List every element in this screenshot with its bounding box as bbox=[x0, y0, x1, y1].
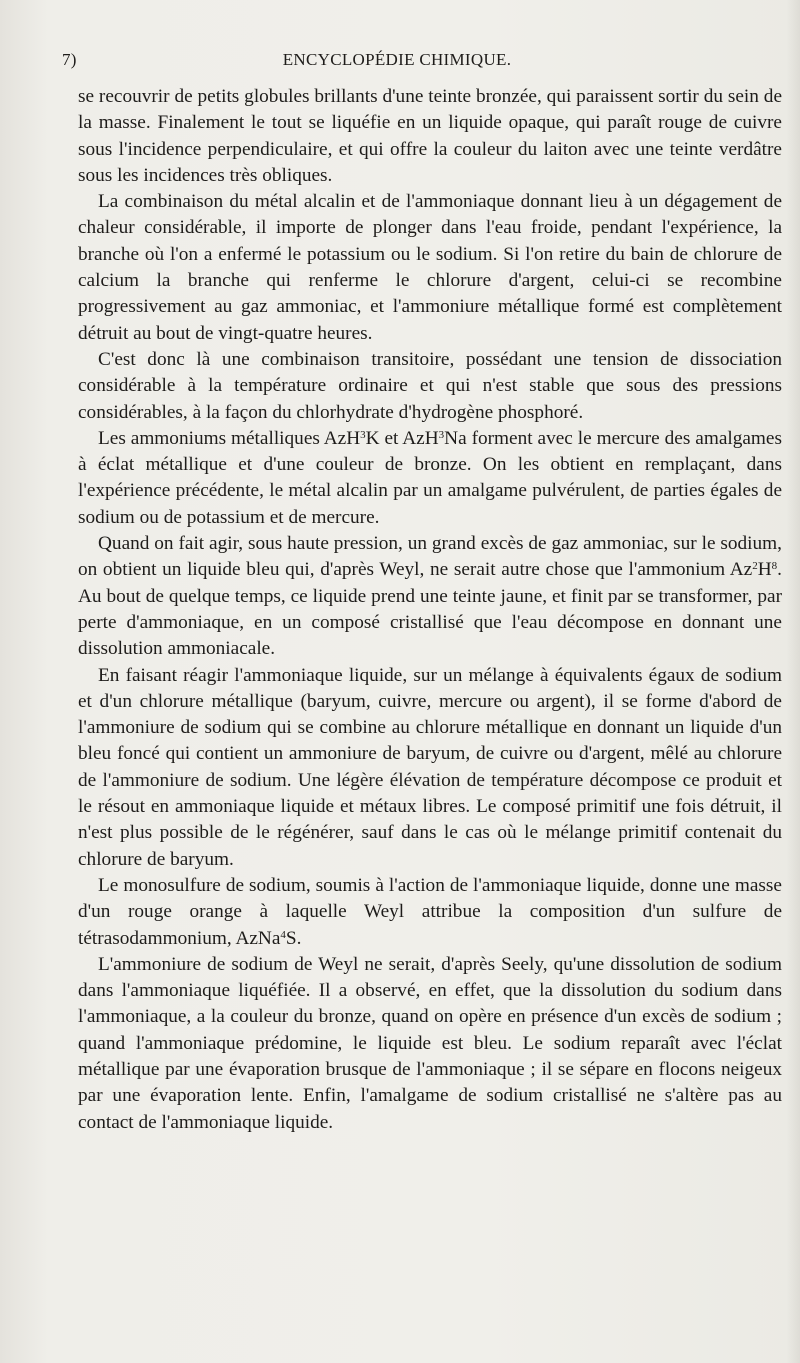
paragraph-liquid-ammonia-reaction: En faisant réagir l'ammoniaque liquide, sur un mélange à équivalents égaux de sodium et d'un chlorure métallique (baryum, cuivre, mercure ou argent), il se forme d'abord de l'ammoniure de sodium qui se combine au chlorure métallique en donnant un liquide d'un bleu foncé qui contient un ammoniure de baryum, de cuivre ou d'argent, mêlé au chlorure de l'ammoniure de sodium. Une légère élévation de température décompose ce produit et le résout en ammoniaque liquide et métaux libres. Le composé primitif une fois détruit, il n'est plus possible de le régénérer, sauf dans le cas où le mélange primitif contenait du chlorure de baryum. bbox=[78, 664, 782, 870]
text-run: K et AzH bbox=[365, 427, 439, 449]
paragraph-metallic-ammoniums bbox=[78, 426, 782, 531]
running-title: ENCYCLOPÉDIE CHIMIQUE. bbox=[282, 50, 512, 69]
page-number: 7) bbox=[62, 50, 77, 69]
text-run: Quand on fait agir, sous haute pression, un grand excès de gaz ammoniac, sur le sodium, on obtient un liquide bleu qui, d'après Weyl, ne serait autre chose que l'ammonium Az bbox=[78, 533, 782, 581]
paragraph-seely-observation: L'ammoniure de sodium de Weyl ne serait, d'après Seely, qu'une dissolution de sodium dans l'ammoniaque liquéfiée. Il a observé, en effet, que la dissolution du sodium dans l'ammoniaque, a la couleur du bronze, quand on opère en présence d'un excès de sodium ; quand l'ammoniaque prédomine, le liquide est bleu. Le sodium reparaît avec l'éclat métallique par une évaporation brusque de l'ammoniaque ; il se sépare en flocons neigeux par une évaporation lente. Enfin, l'amalgame de sodium cristallisé ne s'altère pas au contact de l'ammoniaque liquide. bbox=[78, 953, 782, 1133]
text-run: Les ammoniums métalliques AzH bbox=[98, 427, 361, 449]
text-run: S. bbox=[285, 927, 302, 949]
text-run: Le monosulfure de sodium, soumis à l'action de l'ammoniaque liquide, donne une masse d'un rouge orange à laquelle Weyl attribue la composition d'un sulfure de tétrasodammonium, AzNa bbox=[78, 874, 782, 949]
text-run: H bbox=[757, 559, 772, 581]
formula-subscript: 4 bbox=[280, 928, 286, 941]
paragraph-heat-release: La combinaison du métal alcalin et de l'ammoniaque donnant lieu à un dégagement de chaleur considérable, il importe de plonger dans l'eau froide, pendant l'expérience, la branche où l'on a enfermé le potassium ou le sodium. Si l'on retire du bain de chlorure de calcium la branche qui renferme le chlorure d'argent, celui-ci se recombine progressivement au gaz ammoniac, et l'ammoniure métallique formé est complètement détruit au bout de vingt-quatre heures. bbox=[78, 191, 782, 344]
text-run: Na forment avec le mercure des amalgames à éclat métallique et d'une couleur de bronze. On les obtient en remplaçant, dans l'expérience précédente, le métal alcalin par un amalgame pulvérulent, de parties égales de sodium ou de potassium et de mercure. bbox=[78, 427, 782, 528]
paragraph-transitory-combination: C'est donc là une combinaison transitoire, possédant une tension de dissociation considérable à la température ordinaire et qui n'est stable que sous des pressions considérables, à la façon du chlorhydrate d'hydrogène phosphoré. bbox=[78, 348, 782, 423]
page-edge-shadow bbox=[786, 0, 800, 1363]
text-run: . Au bout de quelque temps, ce liquide prend une teinte jaune, et finit par se transformer, par perte d'ammoniaque, en un composé cristallisé que l'eau décompose en donnant une dissolution ammoniacale. bbox=[78, 559, 782, 660]
running-head bbox=[62, 50, 732, 74]
formula-subscript: 2 bbox=[752, 560, 758, 573]
formula-subscript: 8 bbox=[771, 560, 778, 573]
formula-subscript: 3 bbox=[360, 428, 366, 441]
paragraph-monosulfide bbox=[78, 873, 782, 952]
body-text bbox=[78, 84, 782, 1136]
formula-subscript: 3 bbox=[438, 428, 445, 441]
paragraph-continuation: se recouvrir de petits globules brillants d'une teinte bronzée, qui paraissent sortir du sein de la masse. Finalement le tout se liquéfie en un liquide opaque, qui paraît rouge de cuivre sous l'incidence perpendiculaire, et qui offre la couleur du laiton avec une teinte verdâtre sous les incidences très obliques. bbox=[78, 86, 782, 186]
paragraph-high-pressure bbox=[78, 531, 782, 662]
